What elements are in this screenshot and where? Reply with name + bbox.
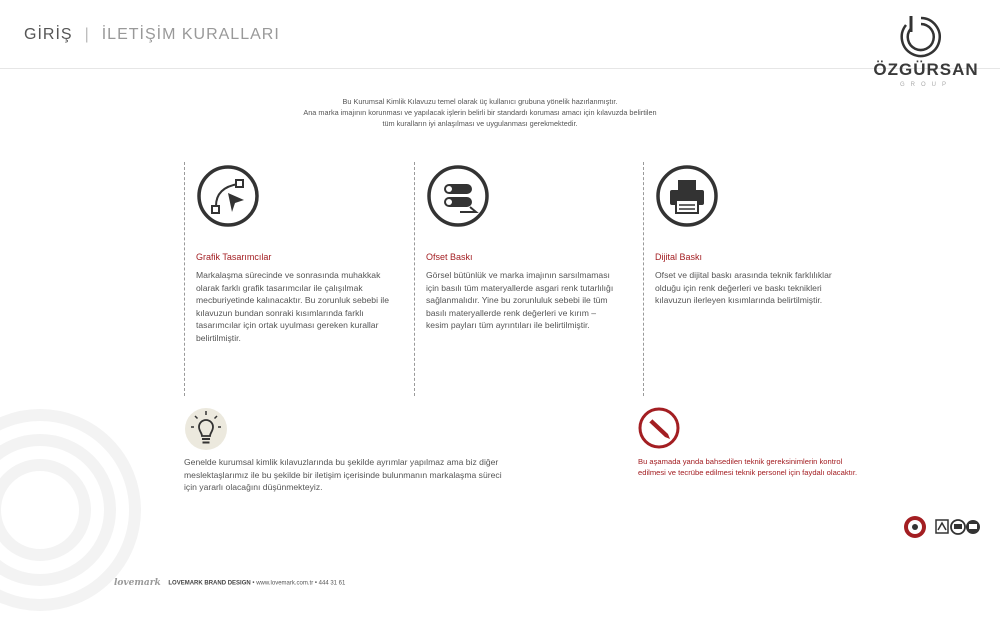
offset-rollers-icon (426, 164, 490, 228)
vector-pen-icon (196, 164, 260, 228)
target-icon (903, 515, 927, 539)
footer-company: LOVEMARK BRAND DESIGN (168, 580, 251, 587)
tip-text: Genelde kurumsal kimlik kılavuzlarında bu şekilde ayrımlar yapılmaz ama biz diğer meslektaşlarımız ile bu şekilde bir iletişim içerisinde bulunmanın markalaşma süreci için yararlı olacağını düşünmekteyiz. (184, 457, 502, 492)
column-text: Ofset ve dijital baskı arasında teknik farklılıklar olduğu için renk değerleri ve baskı teknikleri kılavuzun ilerleyen kısımlarında belirtilmiştir. (655, 270, 832, 305)
logo-mark-icon (898, 14, 944, 60)
footer-brand-logo: lovemark (114, 578, 161, 588)
column-title: Ofset Baskı (426, 252, 473, 262)
column-divider (414, 162, 415, 396)
column-title: Dijital Baskı (655, 252, 703, 262)
subsection-title: İLETİŞİM KURALLARI (101, 26, 280, 43)
intro-line: tüm kuralların iyi anlaşılması ve uygulanması gerekmektedir. (382, 119, 578, 128)
section-title: GİRİŞ (24, 26, 73, 43)
column-divider (184, 162, 185, 396)
tool-icons (935, 518, 981, 536)
intro-line: Ana marka imajının korunması ve yapılacak işlerin belirli bir standardı koruması amacı için kılavuzda belirtilen (303, 108, 657, 117)
page-header (24, 26, 280, 44)
logo-wordmark: ÖZGÜRSAN (873, 60, 979, 79)
column-title: Grafik Tasarımcılar (196, 252, 272, 262)
column-text: Görsel bütünlük ve marka imajının sarsılmaması için basılı tüm materyallerde asgari renk tutarlılığı sağlanmalıdır. Yine bu zorunluluk sebebi ile tüm basılı materyallerde renk değerleri ve kırım – kesim payları tüm ayrıntıları ile belirtilmiştir. (426, 270, 614, 330)
intro-line: Bu Kurumsal Kimlik Kılavuzu temel olarak üç kullanıcı grubuna yönelik hazırlanmıştır. (342, 97, 618, 106)
footer-bullet: • (252, 580, 255, 587)
footer-phone: 444 31 61 (318, 580, 346, 587)
header-separator: | (84, 26, 90, 43)
column-divider (643, 162, 644, 396)
header-divider (0, 68, 1000, 69)
note-text: Bu aşamada yanda bahsedilen teknik gereksinimlerin kontrol edilmesi ve tecrübe edilmesi teknik personel için faydalı olacaktır. (638, 457, 858, 477)
intro-paragraph (240, 96, 720, 129)
column-text: Markalaşma sürecinde ve sonrasında muhakkak olarak farklı grafik tasarımcılar ile çalışılmak mecburiyetinde kalınacaktır. Bu zorunluk sebebi ile kılavuzun bundan sonraki kısımlarında farklı tasarımcılar için ortak uyulması gereken kurallar belirtilmiştir. (196, 270, 389, 343)
printer-icon (655, 164, 719, 228)
footer (114, 578, 345, 588)
lightbulb-icon (184, 407, 228, 451)
logo-subtitle: GROUP (899, 82, 952, 88)
footer-bullet: • (314, 580, 317, 587)
pencil-icon (638, 407, 680, 449)
footer-website: www.lovemark.com.tr (256, 580, 314, 587)
